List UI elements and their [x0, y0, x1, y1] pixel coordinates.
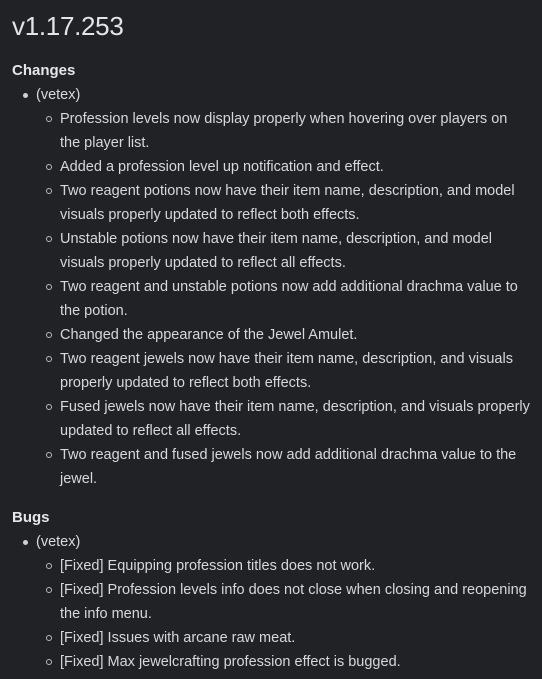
- author-label: (vetex): [36, 534, 81, 550]
- list-item: [36, 275, 530, 323]
- list-item: [36, 554, 530, 578]
- list-item: [36, 179, 530, 227]
- list-item: [36, 323, 530, 347]
- list-item: [36, 650, 530, 674]
- bugs-author-list: [12, 530, 530, 674]
- changes-heading: Changes: [12, 62, 76, 79]
- entry-text: Two reagent and unstable potions now add additional drachma value to the potion.: [60, 279, 518, 319]
- entry-text: Profession levels now display properly when hovering over players on the player list.: [60, 111, 508, 151]
- bullet-icon: [46, 635, 52, 641]
- entry-text: [Fixed] Equipping profession titles does not work.: [60, 558, 376, 574]
- bullet-icon: [46, 188, 52, 194]
- entry-text: Two reagent jewels now have their item name, description, and visuals properly updated to reflect both effects.: [60, 351, 513, 391]
- list-item: [36, 626, 530, 650]
- bullet-icon: [23, 540, 28, 545]
- bullet-icon: [23, 93, 28, 98]
- bullet-icon: [46, 587, 52, 593]
- changes-author-list: [12, 83, 530, 491]
- entry-text: Unstable potions now have their item name, description, and model visuals properly updated to reflect all effects.: [60, 231, 493, 271]
- entry-text: [Fixed] Profession levels info does not close when closing and reopening the info menu.: [60, 582, 527, 622]
- entry-text: Two reagent potions now have their item name, description, and model visuals properly updated to reflect both effects.: [60, 183, 515, 223]
- list-item: [36, 578, 530, 626]
- entry-text: Changed the appearance of the Jewel Amulet.: [60, 327, 358, 343]
- entry-text: [Fixed] Max jewelcrafting profession effect is bugged.: [60, 654, 401, 670]
- bugs-entry-list: [36, 554, 530, 674]
- bullet-icon: [46, 563, 52, 569]
- bullet-icon: [46, 284, 52, 290]
- entry-text: Two reagent and fused jewels now add additional drachma value to the jewel.: [60, 447, 517, 487]
- bullet-icon: [46, 164, 52, 170]
- list-item: [36, 107, 530, 155]
- list-item: [36, 347, 530, 395]
- bullet-icon: [46, 659, 52, 665]
- changes-author-item: [12, 83, 530, 491]
- bullet-icon: [46, 236, 52, 242]
- changes-entry-list: [36, 107, 530, 491]
- list-item: [36, 227, 530, 275]
- bullet-icon: [46, 404, 52, 410]
- bullet-icon: [46, 332, 52, 338]
- list-item: [36, 395, 530, 443]
- list-item: [36, 155, 530, 179]
- entry-text: Fused jewels now have their item name, description, and visuals properly updated to reflect all effects.: [60, 399, 530, 439]
- bullet-icon: [46, 452, 52, 458]
- entry-text: Added a profession level up notification and effect.: [60, 159, 384, 175]
- version-title: v1.17.253: [12, 11, 124, 41]
- bullet-icon: [46, 116, 52, 122]
- entry-text: [Fixed] Issues with arcane raw meat.: [60, 630, 296, 646]
- author-label: (vetex): [36, 87, 81, 103]
- bugs-heading: Bugs: [12, 509, 50, 526]
- bugs-author-item: [12, 530, 530, 674]
- bullet-icon: [46, 356, 52, 362]
- list-item: [36, 443, 530, 491]
